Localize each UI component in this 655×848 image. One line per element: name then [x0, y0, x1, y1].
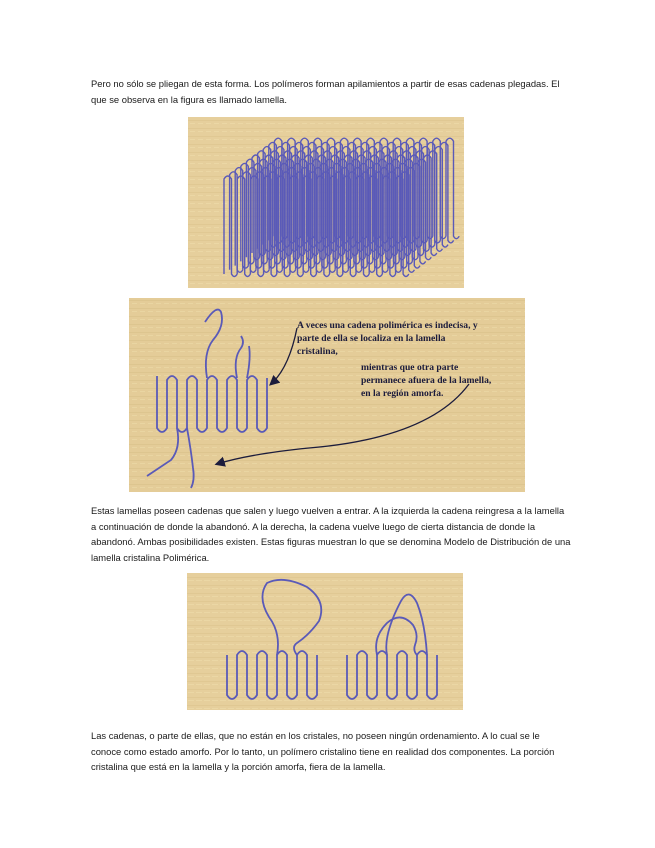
paragraph-lamella-chains: Estas lamellas poseen cadenas que salen y luego vuelven a entrar. A la izquierda la cadena reingresa a la lamella a continuación de donde la abandonó. A la derecha, la cadena vuelve luego de cierta distancia de donde la abandonó. Ambas posibilidades existen. Estas figuras muestran lo que se denomina Modelo de Distribución de una lamella cristalina Polimérica.	[91, 505, 571, 563]
paragraph-amorphous: Las cadenas, o parte de ellas, que no están en los cristales, no poseen ningún ordenamiento. A lo cual se le conoce como estado amorfo. Por lo tanto, un polímero cristalino tiene en realidad dos componentes. La porción cristalina que está en la lamella y la porción amorfa, fiera de la lamella.	[91, 730, 555, 773]
annotation-1-line1: A veces una cadena polimérica es indecisa, y	[297, 320, 478, 331]
lamella-chain-figure	[129, 298, 525, 492]
reentry-models-figure	[187, 573, 463, 710]
annotation-1-line3: cristalina,	[297, 346, 338, 357]
annotation-1-line2: parte de ella se localiza en la lamella	[297, 333, 446, 344]
annotation-2-line1: mientras que otra parte	[361, 362, 459, 373]
lamella-stack-figure	[188, 117, 464, 288]
annotation-2-line2: permanece afuera de la lamella,	[361, 375, 492, 386]
paragraph-intro: Pero no sólo se pliegan de esta forma. Los polímeros forman apilamientos a partir de esas cadenas plegadas. El que se observa en la figura es llamado lamella.	[91, 78, 560, 105]
annotation-2-line3: en la región amorfa.	[361, 388, 444, 399]
